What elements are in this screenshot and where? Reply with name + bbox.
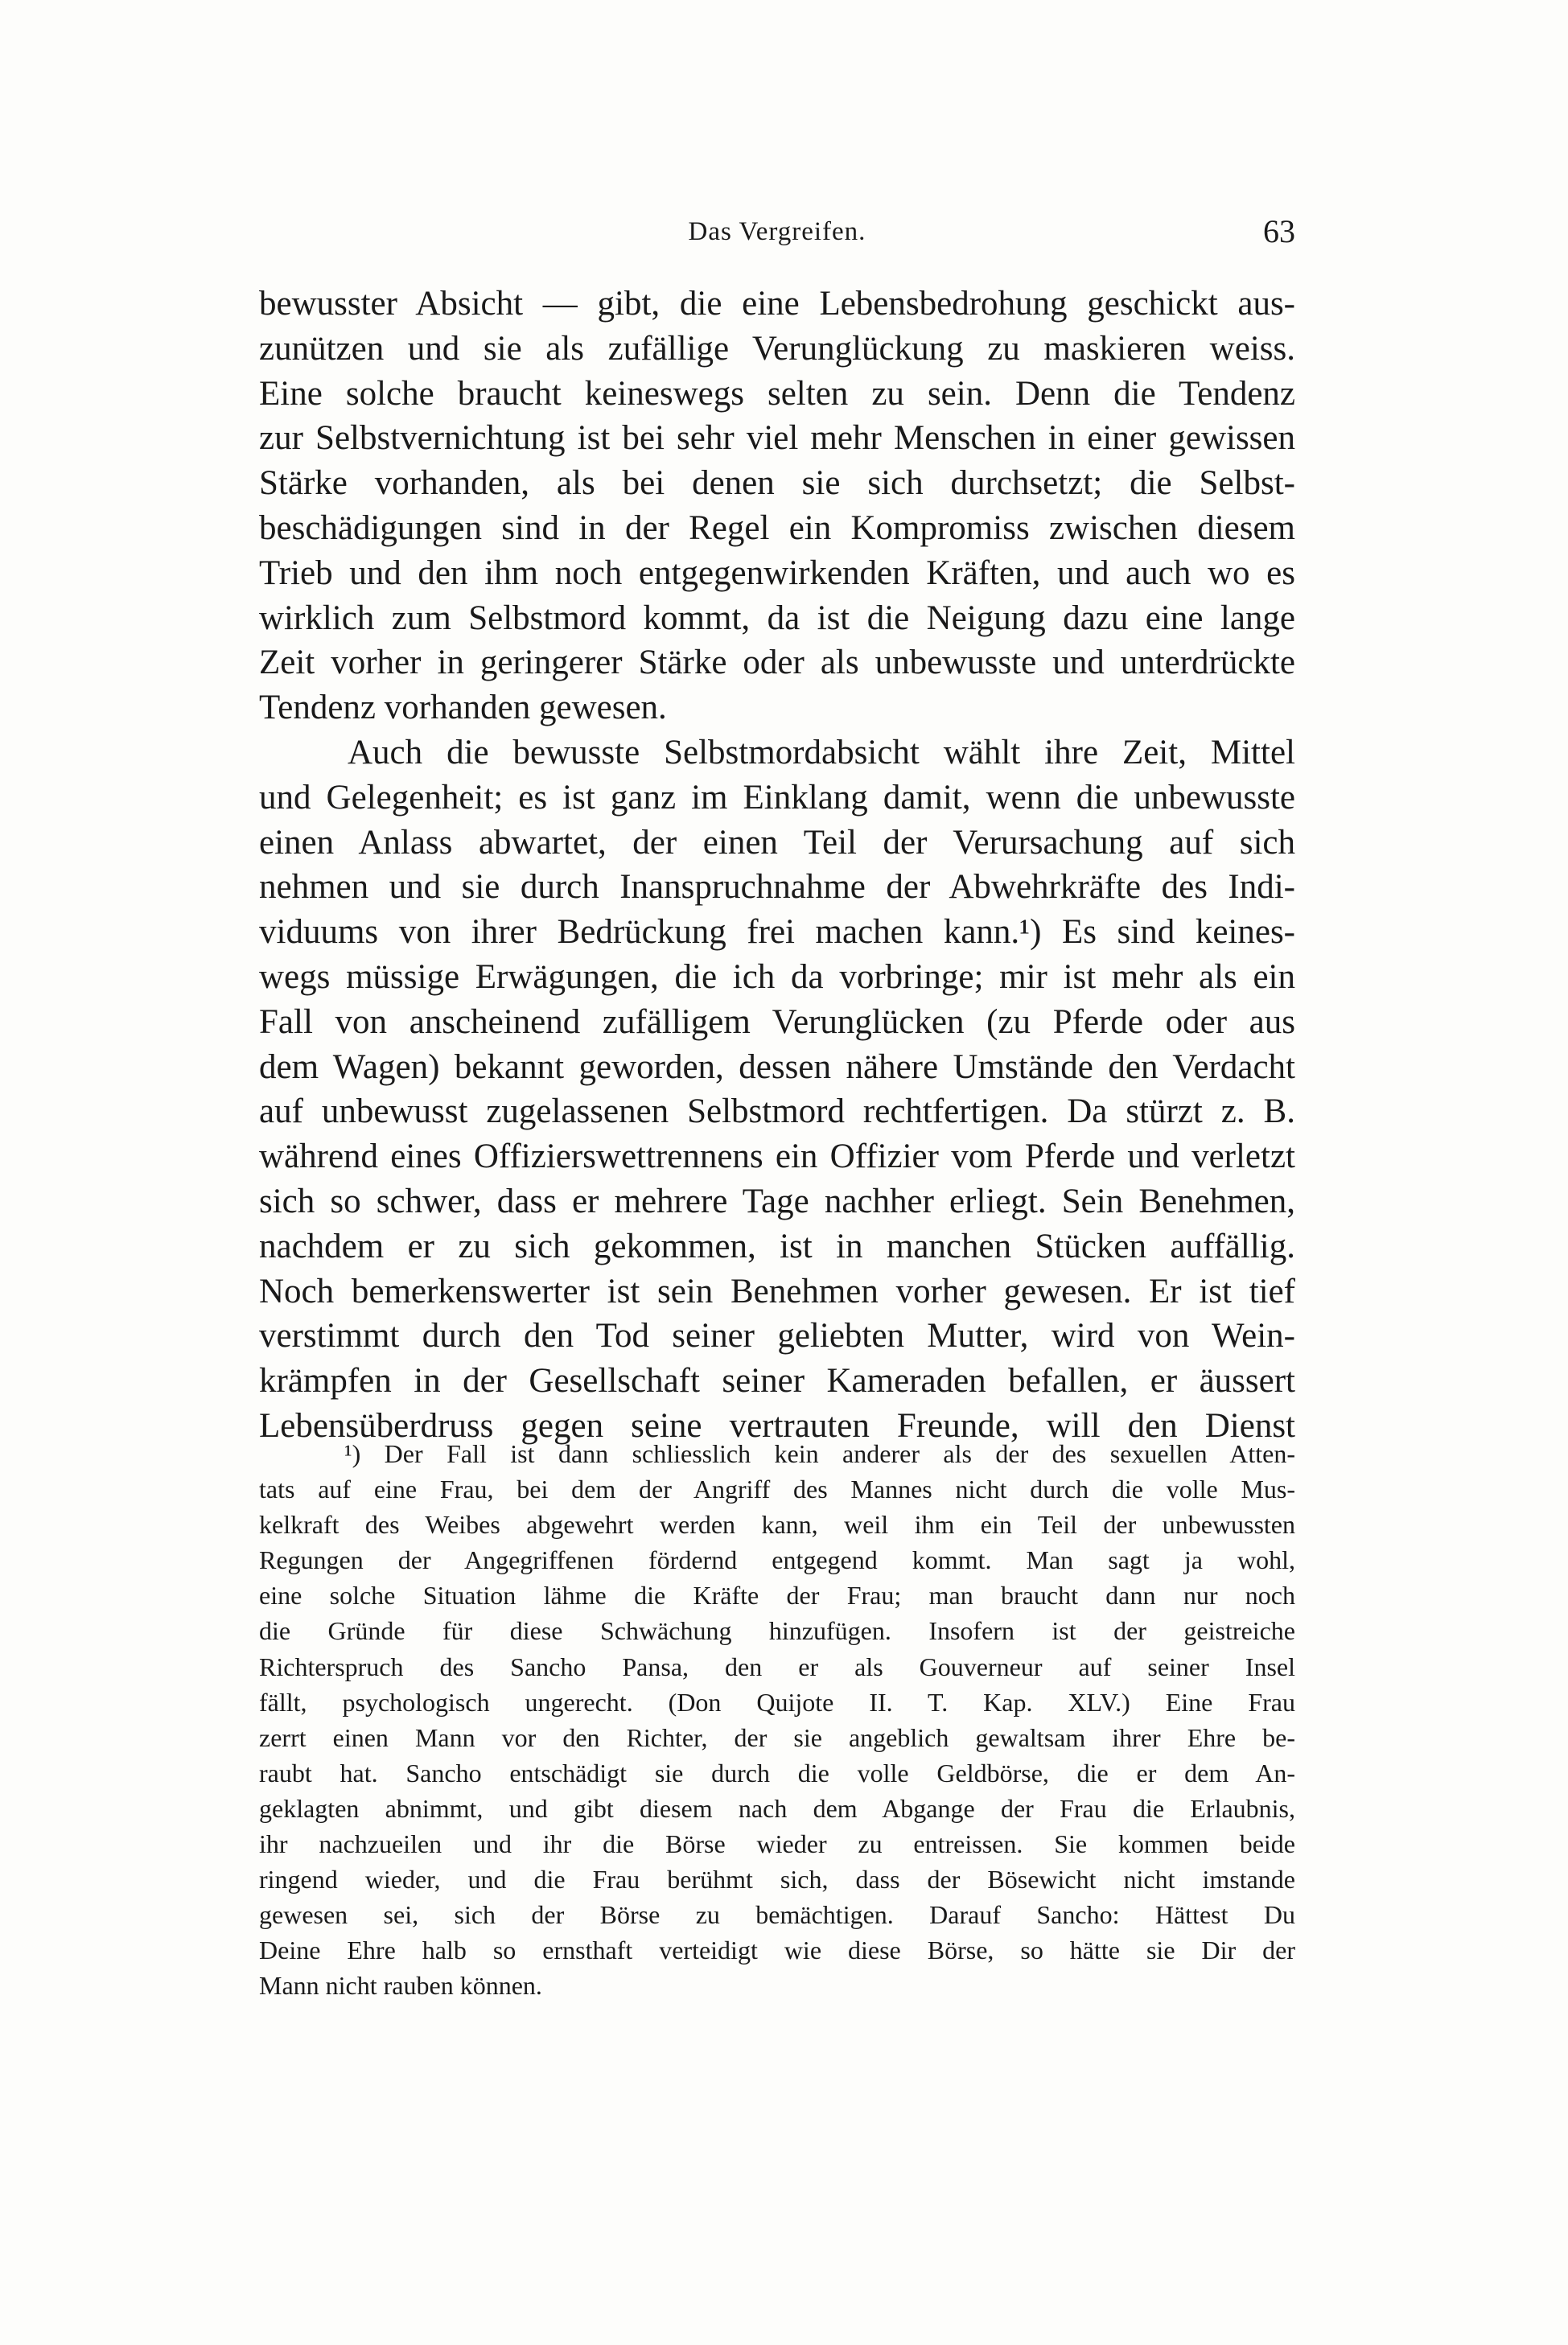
footnote-line: ¹) Der Fall ist dann schliesslich kein anderer als der des sexuellen Atten- <box>344 1439 1295 1468</box>
footnote-line: Deine Ehre halb so ernsthaft verteidigt wie diese Börse, so hätte sie Dir der <box>259 1936 1295 1965</box>
text-line: während eines Offizierswettrennens ein Offizier vom Pferde und verletzt <box>259 1138 1295 1176</box>
text-line: Lebensüberdruss gegen seine vertrauten Freunde, will den Dienst <box>259 1406 1295 1445</box>
footnote-line: geklagten abnimmt, und gibt diesem nach dem Abgange der Frau die Erlaubnis, <box>259 1793 1295 1823</box>
footnote-line: eine solche Situation lähme die Kräfte der Frau; man braucht dann nur noch <box>259 1581 1295 1611</box>
body-text <box>259 282 1295 1449</box>
footnote-line: ringend wieder, und die Frau berühmt sich, dass der Bösewicht nicht imstande <box>259 1865 1295 1895</box>
page-number: 63 <box>1263 213 1295 249</box>
text-line: dem Wagen) bekannt geworden, dessen nähere Umstände den Verdacht <box>259 1047 1295 1086</box>
text-line: verstimmt durch den Tod seiner geliebten Mutter, wird von Wein- <box>259 1317 1295 1356</box>
text-line: nehmen und sie durch Inanspruchnahme der Abwehrkräfte des Indi- <box>259 868 1295 907</box>
text-line: Eine solche braucht keineswegs selten zu sein. Denn die Tendenz <box>259 374 1295 413</box>
running-head: Das Vergreifen. <box>688 217 866 246</box>
page-header <box>259 208 1295 256</box>
text-line: sich so schwer, dass er mehrere Tage nachher erliegt. Sein Benehmen, <box>259 1182 1295 1220</box>
text-line: einen Anlass abwartet, der einen Teil der Verursachung auf sich <box>259 823 1295 862</box>
text-line: Zeit vorher in geringerer Stärke oder als unbewusste und unterdrückte <box>259 644 1295 682</box>
text-line: und Gelegenheit; es ist ganz im Einklang damit, wenn die unbewusste <box>259 778 1295 817</box>
footnote-line: kelkraft des Weibes abgewehrt werden kann, weil ihm ein Teil der unbewussten <box>259 1510 1295 1540</box>
footnote-line: Mann nicht rauben können. <box>259 1971 542 2001</box>
text-line: auf unbewusst zugelassenen Selbstmord rechtfertigen. Da stürzt z. B. <box>259 1092 1295 1131</box>
footnote-line: die Gründe für diese Schwächung hinzufügen. Insofern ist der geistreiche <box>259 1616 1295 1646</box>
footnote <box>259 1436 1295 2004</box>
text-line: Fall von anscheinend zufälligem Verunglücken (zu Pferde oder aus <box>259 1002 1295 1041</box>
text-line: Tendenz vorhanden gewesen. <box>259 689 667 727</box>
text-line: Trieb und den ihm noch entgegenwirkenden Kräften, und auch wo es <box>259 553 1295 592</box>
text-line: krämpfen in der Gesellschaft seiner Kameraden befallen, er äussert <box>259 1362 1295 1401</box>
text-line: wirklich zum Selbstmord kommt, da ist die Neigung dazu eine lange <box>259 599 1295 637</box>
text-line: wegs müssige Erwägungen, die ich da vorbringe; mir ist mehr als ein <box>259 957 1295 996</box>
text-line: nachdem er zu sich gekommen, ist in manchen Stücken auffällig. <box>259 1227 1295 1265</box>
footnote-line: gewesen sei, sich der Börse zu bemächtigen. Darauf Sancho: Hättest Du <box>259 1900 1295 1930</box>
footnote-line: fällt, psychologisch ungerecht. (Don Quijote II. T. Kap. XLV.) Eine Frau <box>259 1687 1295 1717</box>
text-line: Stärke vorhanden, als bei denen sie sich durchsetzt; die Selbst- <box>259 464 1295 503</box>
footnote-line: tats auf eine Frau, bei dem der Angriff des Mannes nicht durch die volle Mus- <box>259 1475 1295 1504</box>
text-line: zunützen und sie als zufällige Verunglückung zu maskieren weiss. <box>259 329 1295 368</box>
text-line: bewusster Absicht — gibt, die eine Lebensbedrohung geschickt aus- <box>259 285 1295 323</box>
text-line: viduums von ihrer Bedrückung frei machen kann.¹) Es sind keines- <box>259 913 1295 952</box>
footnote-line: Regungen der Angegriffenen fördernd entgegend kommt. Man sagt ja wohl, <box>259 1545 1295 1575</box>
text-line: Noch bemerkenswerter ist sein Benehmen vorher gewesen. Er ist tief <box>259 1272 1295 1310</box>
text-line: zur Selbstvernichtung ist bei sehr viel mehr Menschen in einer gewissen <box>259 419 1295 458</box>
footnote-line: ihr nachzueilen und ihr die Börse wieder zu entreissen. Sie kommen beide <box>259 1829 1295 1859</box>
paragraph-start-line: Auch die bewusste Selbstmordabsicht wählt ihre Zeit, Mittel <box>348 733 1295 771</box>
footnote-line: zerrt einen Mann vor den Richter, der sie angeblich gewaltsam ihrer Ehre be- <box>259 1722 1295 1752</box>
footnote-line: Richterspruch des Sancho Pansa, den er als Gouverneur auf seiner Insel <box>259 1652 1295 1681</box>
text-line: beschädigungen sind in der Regel ein Kompromiss zwischen diesem <box>259 508 1295 547</box>
footnote-divider <box>259 1424 1295 1425</box>
footnote-line: raubt hat. Sancho entschädigt sie durch die volle Geldbörse, die er dem An- <box>259 1758 1295 1788</box>
